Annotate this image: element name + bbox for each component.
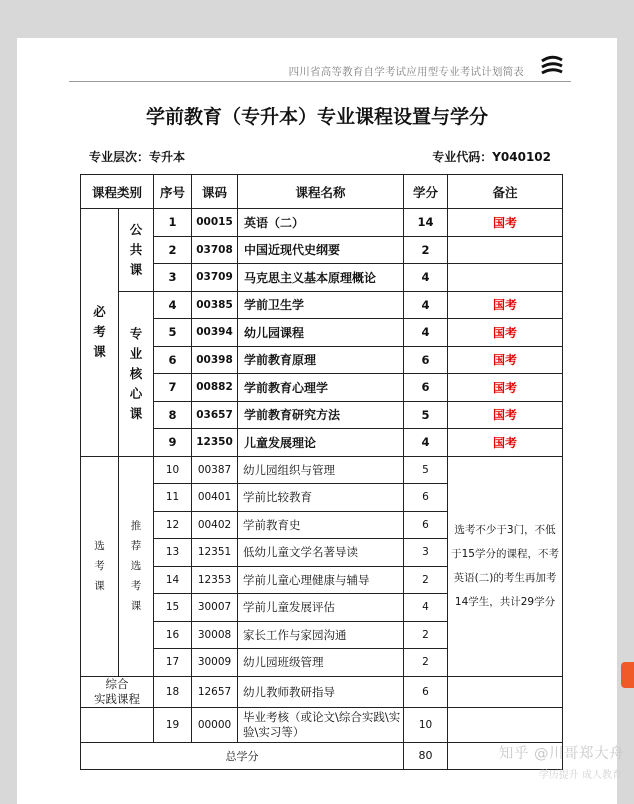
table-header-row	[81, 175, 563, 209]
row-course-name: 学前儿童发展评估	[238, 594, 404, 622]
group-elective: 选 考 课	[81, 456, 119, 676]
row-credit: 4	[404, 594, 448, 622]
row-code: 03657	[192, 401, 238, 429]
row-no: 11	[154, 484, 192, 512]
row-credit: 2	[404, 566, 448, 594]
row-code: 03709	[192, 264, 238, 292]
row-no: 14	[154, 566, 192, 594]
table-row	[81, 429, 563, 457]
row-credit: 2	[404, 621, 448, 649]
row-credit: 4	[404, 319, 448, 347]
row-code: 30009	[192, 649, 238, 677]
row-credit: 4	[404, 264, 448, 292]
row-course-name: 学前比较教育	[238, 484, 404, 512]
row-note-empty	[448, 707, 563, 742]
row-no: 8	[154, 401, 192, 429]
row-no: 12	[154, 511, 192, 539]
row-credit: 2	[404, 649, 448, 677]
page-title: 学前教育（专升本）专业课程设置与学分	[145, 106, 488, 128]
watermark-sub: 学历提升 成人教育	[538, 770, 622, 781]
row-code: 12657	[192, 676, 238, 707]
row-code: 12353	[192, 566, 238, 594]
row-credit: 5	[404, 456, 448, 484]
header-category: 课程类别	[81, 175, 154, 209]
row-code: 03708	[192, 236, 238, 264]
row-course-name: 幼儿教师教研指导	[238, 676, 404, 707]
row-credit: 6	[404, 484, 448, 512]
side-badge	[621, 662, 634, 688]
row-note: 国考	[448, 401, 563, 429]
row-code: 12351	[192, 539, 238, 567]
row-no: 15	[154, 594, 192, 622]
row-credit: 6	[404, 511, 448, 539]
row-code: 00000	[192, 707, 238, 742]
table-row	[81, 707, 563, 742]
row-credit: 6	[404, 676, 448, 707]
row-credit: 5	[404, 401, 448, 429]
subgroup-recommended: 推 荐 选 考 课	[119, 456, 154, 676]
subgroup-core: 专 业 核 心 课	[119, 291, 154, 456]
row-credit: 4	[404, 429, 448, 457]
row-course-name: 英语（二）	[238, 209, 404, 237]
header-doc-title: 四川省高等教育自学考试应用型专业考试计划简表	[288, 66, 524, 78]
row-note: 国考	[448, 429, 563, 457]
course-table	[80, 174, 563, 770]
row-credit: 10	[404, 707, 448, 742]
row-no: 4	[154, 291, 192, 319]
table-row	[81, 676, 563, 707]
row-note: 国考	[448, 374, 563, 402]
row-course-name: 中国近现代史纲要	[238, 236, 404, 264]
row-course-name: 学前卫生学	[238, 291, 404, 319]
row-no: 18	[154, 676, 192, 707]
row-note	[448, 236, 563, 264]
row-no: 1	[154, 209, 192, 237]
row-code: 30008	[192, 621, 238, 649]
row-course-name: 学前教育心理学	[238, 374, 404, 402]
row-no: 10	[154, 456, 192, 484]
group-required: 必 考 课	[81, 209, 119, 457]
row-credit: 14	[404, 209, 448, 237]
header-divider	[69, 81, 571, 82]
row-course-name: 学前教育原理	[238, 346, 404, 374]
publisher-logo-icon	[539, 52, 565, 78]
row-credit: 6	[404, 346, 448, 374]
subgroup-practice: 综合 实践课程	[81, 676, 154, 707]
row-credit: 4	[404, 291, 448, 319]
row-note: 国考	[448, 319, 563, 347]
table-row	[81, 291, 563, 319]
table-row	[81, 264, 563, 292]
row-no: 19	[154, 707, 192, 742]
total-row	[81, 742, 563, 769]
table-row	[81, 319, 563, 347]
row-course-name: 家长工作与家园沟通	[238, 621, 404, 649]
major-code: 专业代码：Y040102	[432, 150, 551, 164]
table-row	[81, 401, 563, 429]
row-code: 30007	[192, 594, 238, 622]
total-value: 80	[404, 742, 448, 769]
row-course-name: 儿童发展理论	[238, 429, 404, 457]
row-credit: 3	[404, 539, 448, 567]
header-no: 序号	[154, 175, 192, 209]
row-no: 17	[154, 649, 192, 677]
header-code: 课码	[192, 175, 238, 209]
row-note: 国考	[448, 346, 563, 374]
row-no: 5	[154, 319, 192, 347]
elective-remark: 选考不少于3门，不低于15学分的课程，不考英语(二)的考生再加考14学生，共计29学分	[448, 456, 563, 676]
row-code: 00385	[192, 291, 238, 319]
table-row	[81, 374, 563, 402]
table-row	[81, 209, 563, 237]
row-course-name: 幼儿园班级管理	[238, 649, 404, 677]
header-credit: 学分	[404, 175, 448, 209]
row-note-empty	[448, 676, 563, 707]
row-credit: 2	[404, 236, 448, 264]
row-course-name: 低幼儿童文学名著导读	[238, 539, 404, 567]
row-code: 00394	[192, 319, 238, 347]
header-course-name: 课程名称	[238, 175, 404, 209]
row-code: 00401	[192, 484, 238, 512]
watermark: 知乎 @川哥郑大舟	[498, 746, 624, 762]
total-label: 总学分	[81, 742, 404, 769]
row-no: 16	[154, 621, 192, 649]
row-code: 00402	[192, 511, 238, 539]
row-no: 9	[154, 429, 192, 457]
document-page	[17, 38, 617, 804]
row-no: 3	[154, 264, 192, 292]
row-code: 00882	[192, 374, 238, 402]
row-no: 6	[154, 346, 192, 374]
row-course-name: 毕业考核（或论文\综合实践\实验\实习等）	[238, 707, 404, 742]
row-note	[448, 264, 563, 292]
header-remark: 备注	[448, 175, 563, 209]
table-row	[81, 346, 563, 374]
row-code: 00015	[192, 209, 238, 237]
row-course-name: 马克思主义基本原理概论	[238, 264, 404, 292]
table-row	[81, 236, 563, 264]
row-no: 2	[154, 236, 192, 264]
row-code: 12350	[192, 429, 238, 457]
row-no: 7	[154, 374, 192, 402]
table-row	[81, 456, 563, 484]
row-code: 00398	[192, 346, 238, 374]
major-level: 专业层次：专升本	[89, 150, 186, 164]
category-empty	[81, 707, 154, 742]
row-course-name: 学前儿童心理健康与辅导	[238, 566, 404, 594]
row-code: 00387	[192, 456, 238, 484]
row-note: 国考	[448, 209, 563, 237]
row-course-name: 学前教育研究方法	[238, 401, 404, 429]
row-course-name: 幼儿园课程	[238, 319, 404, 347]
row-credit: 6	[404, 374, 448, 402]
row-note: 国考	[448, 291, 563, 319]
subgroup-public: 公 共 课	[119, 209, 154, 292]
row-course-name: 学前教育史	[238, 511, 404, 539]
row-course-name: 幼儿园组织与管理	[238, 456, 404, 484]
row-no: 13	[154, 539, 192, 567]
